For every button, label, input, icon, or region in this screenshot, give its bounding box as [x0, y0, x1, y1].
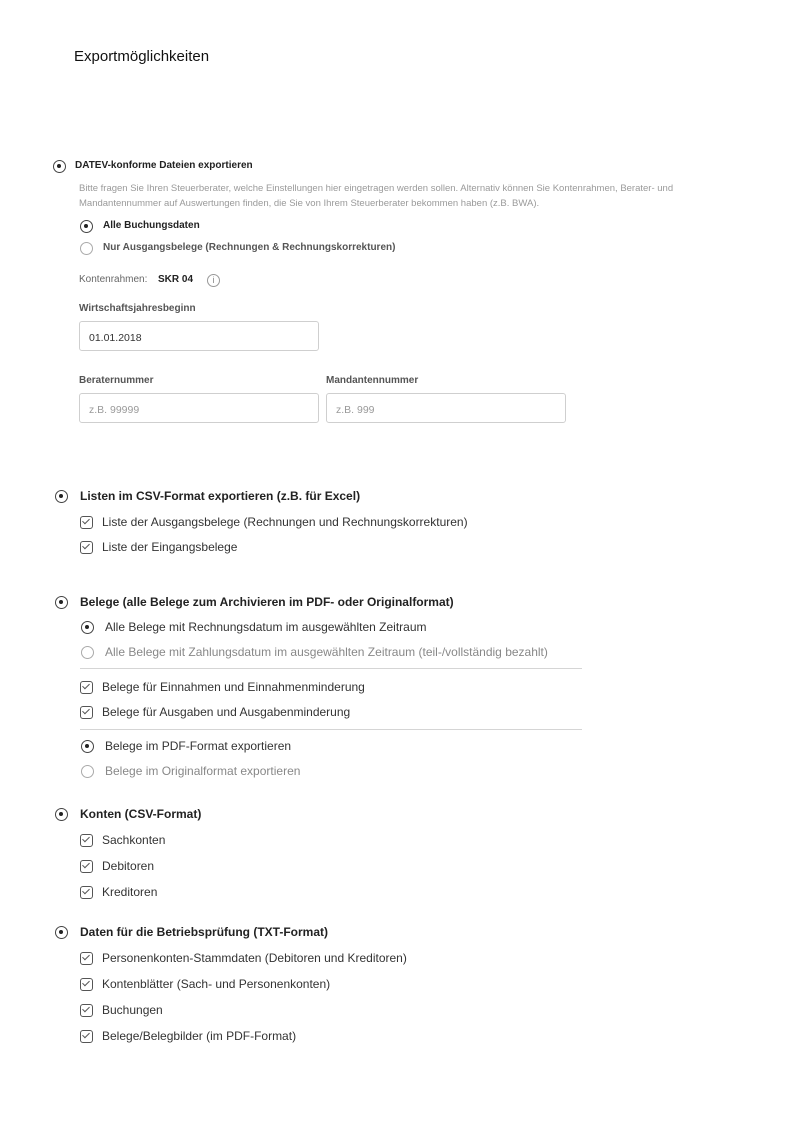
- belege-einnahmen-label[interactable]: Belege für Einnahmen und Einnahmenminderung: [102, 680, 365, 694]
- csv-eingangsbelege-checkbox[interactable]: [80, 541, 93, 554]
- konten-section-radio[interactable]: [55, 808, 68, 821]
- konten-heading: Konten (CSV-Format): [80, 807, 202, 821]
- beraternummer-placeholder: z.B. 99999: [89, 404, 140, 416]
- pruefung-heading: Daten für die Betriebsprüfung (TXT-Format): [80, 925, 329, 939]
- kontenrahmen-value: SKR 04: [158, 274, 194, 285]
- pruefung-section-radio[interactable]: [55, 926, 68, 939]
- datev-option-nur-ausgangsbelege[interactable]: Nur Ausgangsbelege (Rechnungen & Rechnungskorrekturen): [103, 242, 396, 253]
- divider: [80, 668, 582, 669]
- pruefung-kontenblaetter-checkbox[interactable]: [80, 978, 93, 991]
- konten-debitoren-checkbox[interactable]: [80, 860, 93, 873]
- pruefung-stammdaten-checkbox[interactable]: [80, 952, 93, 965]
- csv-eingangsbelege-label[interactable]: Liste der Eingangsbelege: [102, 540, 238, 554]
- belege-zahlungsdatum-label[interactable]: Alle Belege mit Zahlungsdatum im ausgewählten Zeitraum (teil-/vollständig bezahlt): [105, 645, 548, 659]
- belege-einnahmen-checkbox[interactable]: [80, 681, 93, 694]
- belege-ausgaben-label[interactable]: Belege für Ausgaben und Ausgabenminderung: [102, 705, 351, 719]
- konten-sachkonten-label[interactable]: Sachkonten: [102, 833, 166, 847]
- csv-ausgangsbelege-checkbox[interactable]: [80, 516, 93, 529]
- belege-zahlungsdatum-radio[interactable]: [81, 646, 94, 659]
- mandantennummer-label: Mandantennummer: [326, 375, 419, 386]
- kontenrahmen-label: Kontenrahmen:: [79, 274, 148, 285]
- belege-rechnungsdatum-radio[interactable]: [81, 621, 94, 634]
- csv-heading: Listen im CSV-Format exportieren (z.B. für Excel): [80, 489, 361, 503]
- belege-original-label[interactable]: Belege im Originalformat exportieren: [105, 764, 301, 778]
- info-icon[interactable]: i: [207, 274, 220, 287]
- csv-ausgangsbelege-label[interactable]: Liste der Ausgangsbelege (Rechnungen und Rechnungskorrekturen): [102, 515, 468, 529]
- konten-kreditoren-label[interactable]: Kreditoren: [102, 885, 158, 899]
- belege-pdf-radio[interactable]: [81, 740, 94, 753]
- divider: [80, 729, 582, 730]
- wirtschaftsjahr-value: 01.01.2018: [89, 332, 142, 344]
- datev-option-alle-buchungsdaten-radio[interactable]: [80, 220, 93, 233]
- pruefung-kontenblaetter-label[interactable]: Kontenblätter (Sach- und Personenkonten): [102, 977, 331, 991]
- belege-pdf-label[interactable]: Belege im PDF-Format exportieren: [105, 739, 292, 753]
- mandantennummer-input[interactable]: [326, 393, 566, 423]
- datev-option-alle-buchungsdaten[interactable]: Alle Buchungsdaten: [103, 220, 200, 231]
- page-title: Exportmöglichkeiten: [74, 48, 210, 65]
- beraternummer-label: Beraternummer: [79, 375, 154, 386]
- belege-heading: Belege (alle Belege zum Archivieren im PDF- oder Originalformat): [80, 595, 454, 609]
- pruefung-buchungen-checkbox[interactable]: [80, 1004, 93, 1017]
- beraternummer-input[interactable]: [79, 393, 319, 423]
- mandantennummer-placeholder: z.B. 999: [336, 404, 375, 416]
- pruefung-buchungen-label[interactable]: Buchungen: [102, 1003, 163, 1017]
- pruefung-stammdaten-label[interactable]: Personenkonten-Stammdaten (Debitoren und Kreditoren): [102, 951, 407, 965]
- konten-debitoren-label[interactable]: Debitoren: [102, 859, 155, 873]
- datev-help-text-2: Mandantennummer auf Auswertungen finden, die Sie von Ihrem Steuerberater bekommen haben (z.B. BWA).: [79, 198, 540, 209]
- datev-section-radio[interactable]: [53, 160, 66, 173]
- konten-sachkonten-checkbox[interactable]: [80, 834, 93, 847]
- konten-kreditoren-checkbox[interactable]: [80, 886, 93, 899]
- datev-option-nur-ausgangsbelege-radio[interactable]: [80, 242, 93, 255]
- pruefung-belegbilder-checkbox[interactable]: [80, 1030, 93, 1043]
- datev-help-text-1: Bitte fragen Sie Ihren Steuerberater, welche Einstellungen hier eingetragen werden sollen. Alternativ können Sie Kontenrahmen, Berater- und: [79, 183, 674, 194]
- wirtschaftsjahr-label: Wirtschaftsjahresbeginn: [79, 303, 196, 314]
- belege-ausgaben-checkbox[interactable]: [80, 706, 93, 719]
- datev-heading: DATEV-konforme Dateien exportieren: [75, 160, 253, 171]
- csv-section-radio[interactable]: [55, 490, 68, 503]
- pruefung-belegbilder-label[interactable]: Belege/Belegbilder (im PDF-Format): [102, 1029, 297, 1043]
- wirtschaftsjahr-input[interactable]: [79, 321, 319, 351]
- belege-rechnungsdatum-label[interactable]: Alle Belege mit Rechnungsdatum im ausgewählten Zeitraum: [105, 620, 427, 634]
- belege-section-radio[interactable]: [55, 596, 68, 609]
- belege-original-radio[interactable]: [81, 765, 94, 778]
